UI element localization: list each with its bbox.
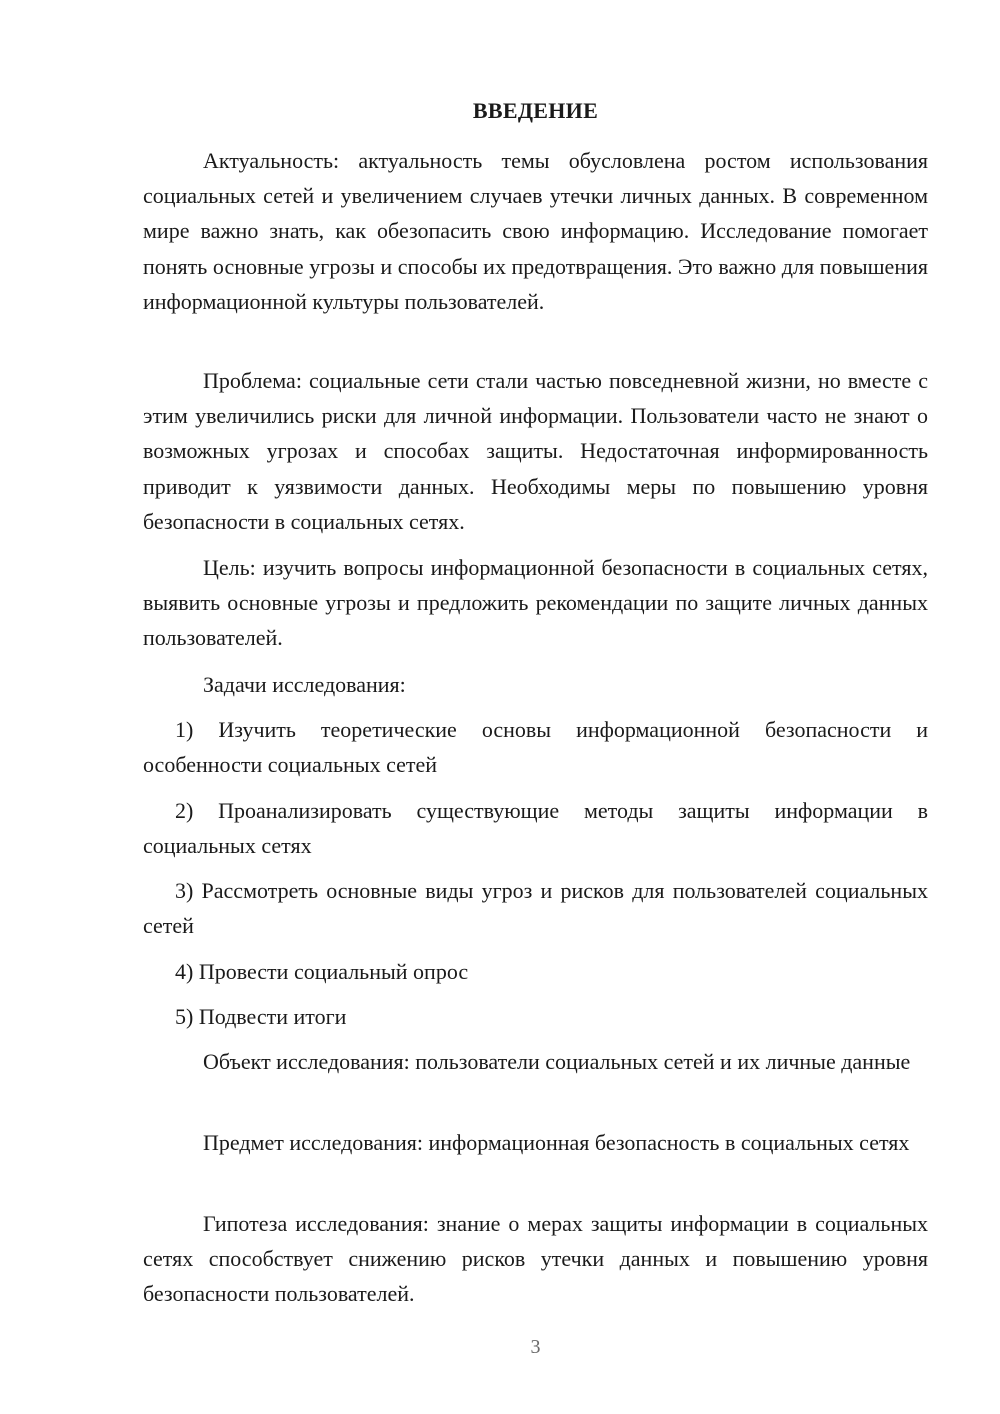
page-number: 3 xyxy=(530,1336,541,1358)
task-item-2: 2) Проанализировать существующие методы защиты информации в социальных сетях xyxy=(143,798,928,859)
paragraph-problem: Проблема: социальные сети стали частью повседневной жизни, но вместе с этим увеличились риски для личной информации. Пользователи часто не знают о возможных угрозах и способах защиты. Недостаточная информированность приводит к уязвимости данных. Необходимы меры по повышению уровня безопасности в социальных сетях. xyxy=(143,368,928,534)
task-item-4: 4) Провести социальный опрос xyxy=(175,959,469,984)
paragraph-subject: Предмет исследования: информационная безопасность в социальных сетях xyxy=(203,1130,910,1155)
paragraph-relevance: Актуальность: актуальность темы обусловлена ростом использования социальных сетей и увеличением случаев утечки личных данных. В современном мире важно знать, как обезопасить свою информацию. Исследование помогает понять основные угрозы и способы их предотвращения. Это важно для повышения информационной культуры пользователей. xyxy=(143,148,928,314)
task-item-1: 1) Изучить теоретические основы информационной безопасности и особенности социальных сетей xyxy=(143,717,928,778)
task-item-5: 5) Подвести итоги xyxy=(175,1004,347,1029)
paragraph-object: Объект исследования: пользователи социальных сетей и их личные данные xyxy=(203,1049,911,1074)
paragraph-goal: Цель: изучить вопросы информационной безопасности в социальных сетях, выявить основные угрозы и предложить рекомендации по защите личных данных пользователей. xyxy=(143,555,928,651)
document-page xyxy=(143,0,928,1414)
task-item-3: 3) Рассмотреть основные виды угроз и рисков для пользователей социальных сетей xyxy=(143,878,928,939)
page-title: ВВЕДЕНИЕ xyxy=(472,98,599,123)
paragraph-hypothesis: Гипотеза исследования: знание о мерах защиты информации в социальных сетях способствует снижению рисков утечки данных и повышению уровня безопасности пользователей. xyxy=(143,1211,928,1307)
paragraph-tasks-heading: Задачи исследования: xyxy=(203,672,406,697)
